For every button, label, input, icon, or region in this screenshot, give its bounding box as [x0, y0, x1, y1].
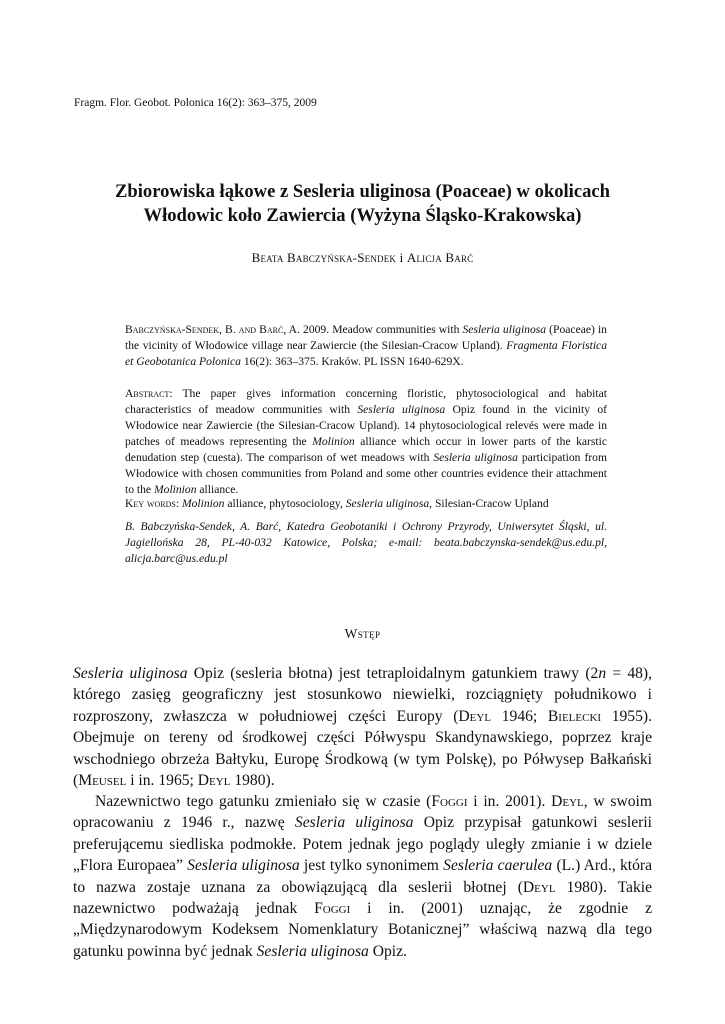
abstract-text: participation from Włodowice with chosen communities from Poland and some other countries evidence their attachment to the: [125, 451, 607, 496]
paragraph-2: [73, 791, 652, 962]
abstract-text: alliance which occur in lower parts of the karstic denudation step (cuesta). The comparison of wet meadows with: [125, 435, 608, 464]
section-heading: Wstęp: [344, 626, 381, 641]
paragraph-text: Opiz.: [368, 942, 407, 960]
reference-author: Deyl: [522, 878, 556, 896]
paragraph-text: jest tylko synonimem: [299, 857, 444, 875]
author-2: Alicja Barć: [406, 250, 474, 265]
paragraph-text: Opiz przypisał gatunkowi seslerii preferującemu siedliska podmokłe. Potem jednak jego poglądy uległy zmianie i w dziele „Flora Europaea”: [73, 814, 653, 875]
article-title: [60, 180, 665, 228]
reference-author: Deyl: [551, 793, 584, 810]
species-name: Sesleria uliginosa: [187, 857, 300, 875]
citation-author2: Barć: [259, 323, 284, 336]
title-line-1: Zbiorowiska łąkowe z Sesleria uliginosa (Poaceae) w okolicach: [115, 181, 610, 202]
abstract-species: Sesleria uliginosa: [357, 403, 446, 416]
paragraph-text: 1955). Obejmuje on tereny od środkowej części Półwyspu Skandynawskiego, poprzez kraje wschodniego obrzeża Bałtyku, Europę Środkową (w tym Polskę), po Półwysep Bałkański (: [73, 707, 652, 790]
author-joiner: i: [399, 250, 404, 265]
paragraph-text: i in. (2001) uznając, że zgodnie z „Międzynarodowym Kodeksem Nomenklatury Botanicznej” właściwą nazwą dla tego gatunku powinna być jednak: [73, 900, 652, 960]
abstract-text: Opiz found in the vicinity of Włodowice near Zawiercie (the Silesian-Cracow Upland). 14 phytosociological relevés were made in patches of meadows representing the: [125, 403, 607, 448]
paragraph-text: Nazewnictwo tego gatunku zmieniało się w czasie (: [95, 793, 432, 810]
keyword-species: Sesleria uliginosa: [345, 497, 430, 510]
species-name: Sesleria uliginosa: [256, 942, 369, 960]
paragraph-text: Opiz (sesleria błotna) jest tetraploidalnym gatunkiem trawy (2: [187, 665, 599, 682]
abstract-alliance: Molinion: [153, 483, 197, 496]
paragraph-text: = 48), którego zasięg geograficzny jest stosunkowo niewielki, rozciągnięty południkowo i rozproszony, zwłaszcza w południowej części Europy (: [73, 665, 653, 725]
keyword-alliance: Molinion: [181, 497, 225, 510]
author-1: Beata Babczyńska-Sendek: [251, 250, 397, 265]
citation-text: , A. 2009. Meadow communities with: [283, 323, 463, 336]
reference-author: Meusel: [78, 772, 127, 790]
abstract-label: Abstract:: [125, 387, 173, 400]
abstract-block: [125, 386, 607, 498]
author-address: B. Babczyńska-Sendek, A. Barć, Katedra Geobotaniki i Ochrony Przyrody, Uniwersytet Śląski, ul. Jagiellońska 28, PL-40-032 Katowice, Polska; e-mail: beata.babczynska-sendek@us.edu.pl, alicja.barc@us.edu.pl: [125, 520, 607, 565]
citation-block: [125, 322, 607, 370]
paragraph-text: 1980).: [230, 772, 275, 790]
paragraph-text: 1946;: [491, 707, 548, 725]
abstract-text: alliance.: [196, 483, 239, 496]
species-name: Sesleria uliginosa: [73, 665, 188, 682]
paragraph-text: (L.) Ard., która to nazwa zostaje uznana za obowiązującą dla seslerii błotnej (: [73, 857, 653, 896]
reference-author: Deyl: [197, 772, 231, 790]
reference-author: Deyl: [458, 707, 492, 725]
abstract-alliance: Molinion: [312, 435, 355, 448]
journal-reference: Fragm. Flor. Geobot. Polonica 16(2): 363–375, 2009: [74, 97, 317, 109]
paragraph-text: 1980). Takie nazewnictwo podważają jednak: [73, 878, 652, 918]
citation-text: 16(2): 363–375. Kraków. PL ISSN 1640-629X.: [240, 355, 464, 368]
keywords-label: Key words:: [125, 497, 180, 510]
reference-author: Foggi: [431, 793, 468, 810]
paragraph-text: i in. 2001).: [467, 793, 552, 810]
citation-text: (Poaceae) in the vicinity of Włodowice village near Zawiercie (the Silesian-Cracow Upland).: [125, 323, 607, 352]
citation-authors: Babczyńska-Sendek, B.: [125, 323, 236, 336]
abstract-text: The paper gives information concerning floristic, phytosociological and habitat characteristics of meadow communities with: [125, 387, 607, 416]
keywords-text: alliance, phytosociology,: [224, 497, 346, 510]
species-name: Sesleria uliginosa: [294, 814, 414, 832]
paragraph-text: , w swoim opracowaniu z 1946 r., nazwę: [73, 793, 653, 832]
species-name: Sesleria caerulea: [443, 857, 553, 875]
author-line: [60, 250, 665, 266]
keywords-text: , Silesian-Cracow Upland: [429, 497, 549, 510]
math-variable: n: [598, 665, 607, 682]
citation-and: and: [238, 323, 257, 336]
paragraph-text: i in. 1965;: [126, 772, 198, 790]
reference-author: Foggi: [314, 900, 351, 918]
abstract-species: Sesleria uliginosa: [433, 451, 518, 464]
paragraph-1: [73, 663, 652, 791]
title-line-2: Włodowic koło Zawiercia (Wyżyna Śląsko-Krakowska): [143, 205, 582, 226]
reference-author: Bielecki: [547, 707, 602, 725]
citation-journal: Fragmenta Floristica et Geobotanica Polonica: [125, 339, 607, 368]
citation-species: Sesleria uliginosa: [462, 323, 547, 336]
keywords-block: [125, 496, 607, 512]
